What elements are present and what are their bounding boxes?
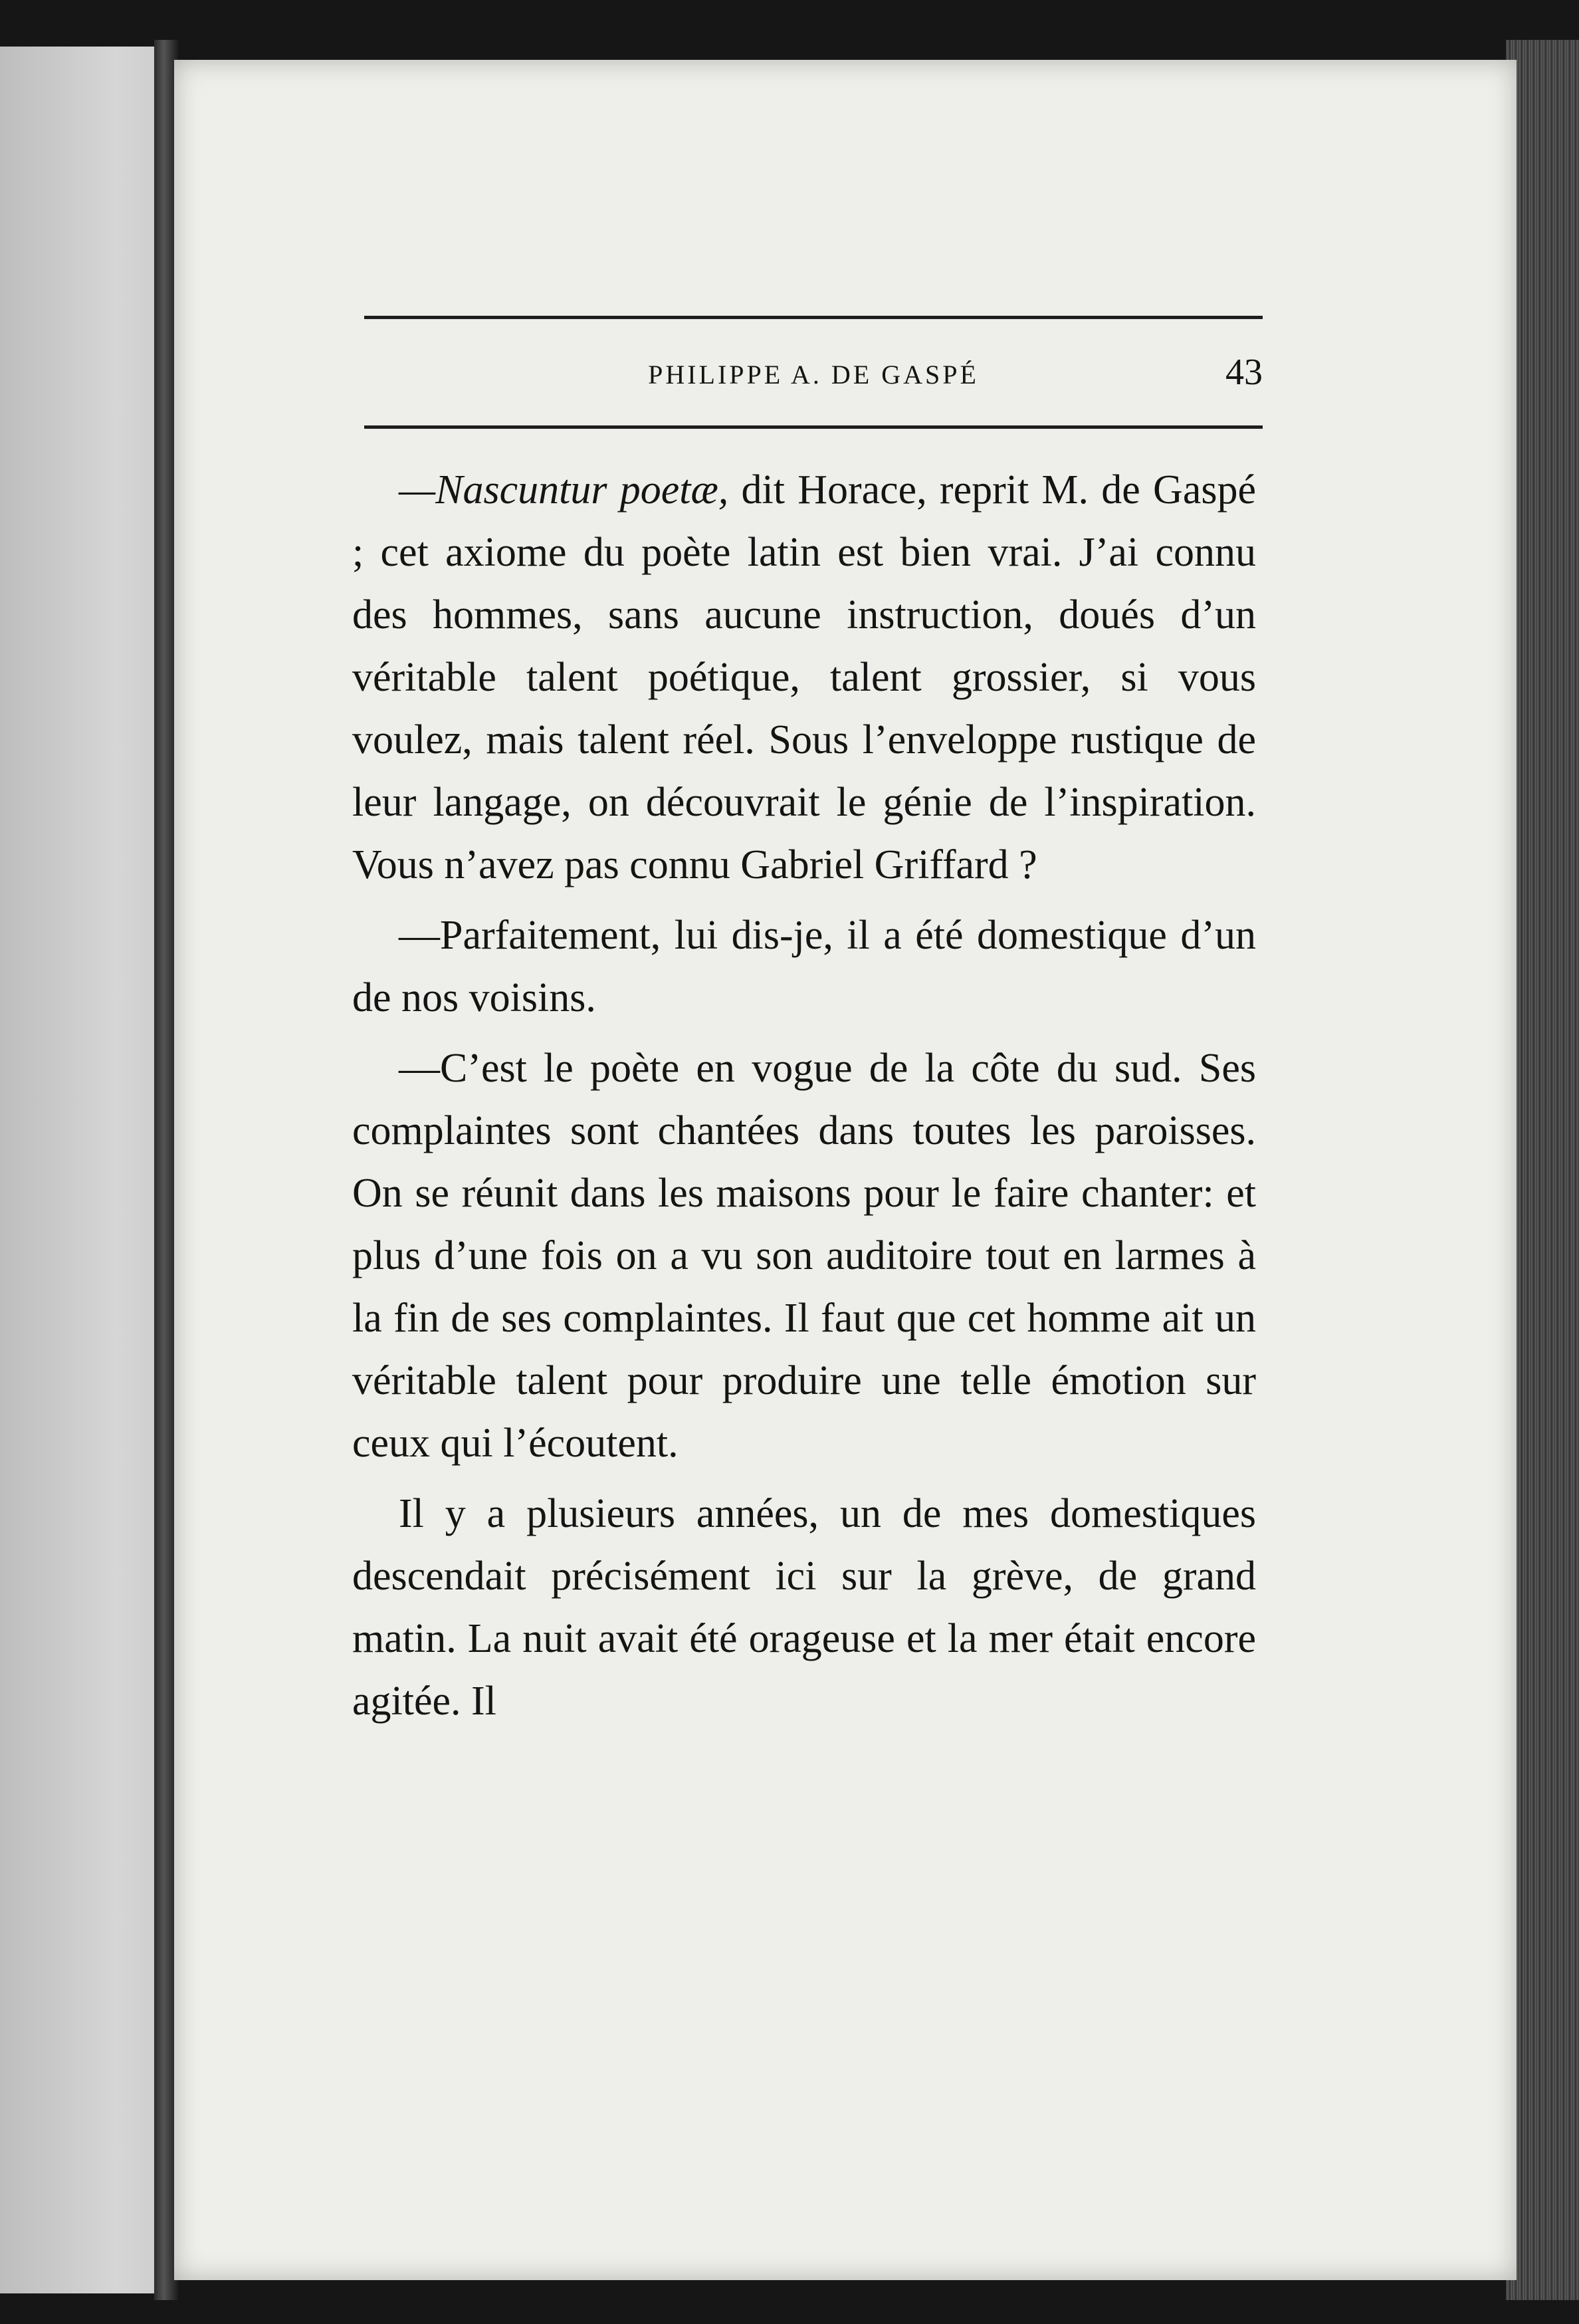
running-title: PHILIPPE A. DE GASPÉ (648, 360, 979, 390)
paragraph-1-text: dit Horace, reprit M. de Gaspé ; cet axiome du poète latin est bien vrai. J’ai connu des hommes, sans aucune instruction, doués d’un véritable talent poétique, talent grossier, si vous voulez, mais talent réel. Sous l’enveloppe rustique de leur langage, on découvrait le génie de l’inspiration. Vous n’avez pas connu Gabriel Griffard ? (352, 467, 1256, 887)
latin-quote: —Nascuntur poetæ, (399, 467, 729, 513)
paragraph-2: —Parfaitement, lui dis-je, il a été domestique d’un de nos voisins. (352, 913, 1256, 1020)
body-text (352, 459, 1256, 1732)
page-number: 43 (1225, 352, 1263, 393)
paragraph-3: —C’est le poète en vogue de la côte du sud. Ses complaintes sont chantées dans toutes les paroisses. On se réunit dans les maisons pour le faire chanter: et plus d’une fois on a vu son auditoire tout en larmes à la fin de ses complaintes. Il faut que cet homme ait un véritable talent pour produire une telle émotion sur ceux qui l’écoutent. (352, 1046, 1256, 1466)
book-page-edges (1506, 40, 1579, 2300)
paragraph-1 (352, 459, 1256, 896)
running-header (364, 346, 1263, 406)
paragraph-4: Il y a plusieurs années, un de mes domestiques descendait précisément ici sur la grève, de grand matin. La nuit avait été orageuse et la mer était encore agitée. Il (352, 1491, 1256, 1724)
header-rule-top (364, 316, 1263, 319)
header-rule-bottom (364, 425, 1263, 429)
previous-page-edge (0, 47, 166, 2293)
